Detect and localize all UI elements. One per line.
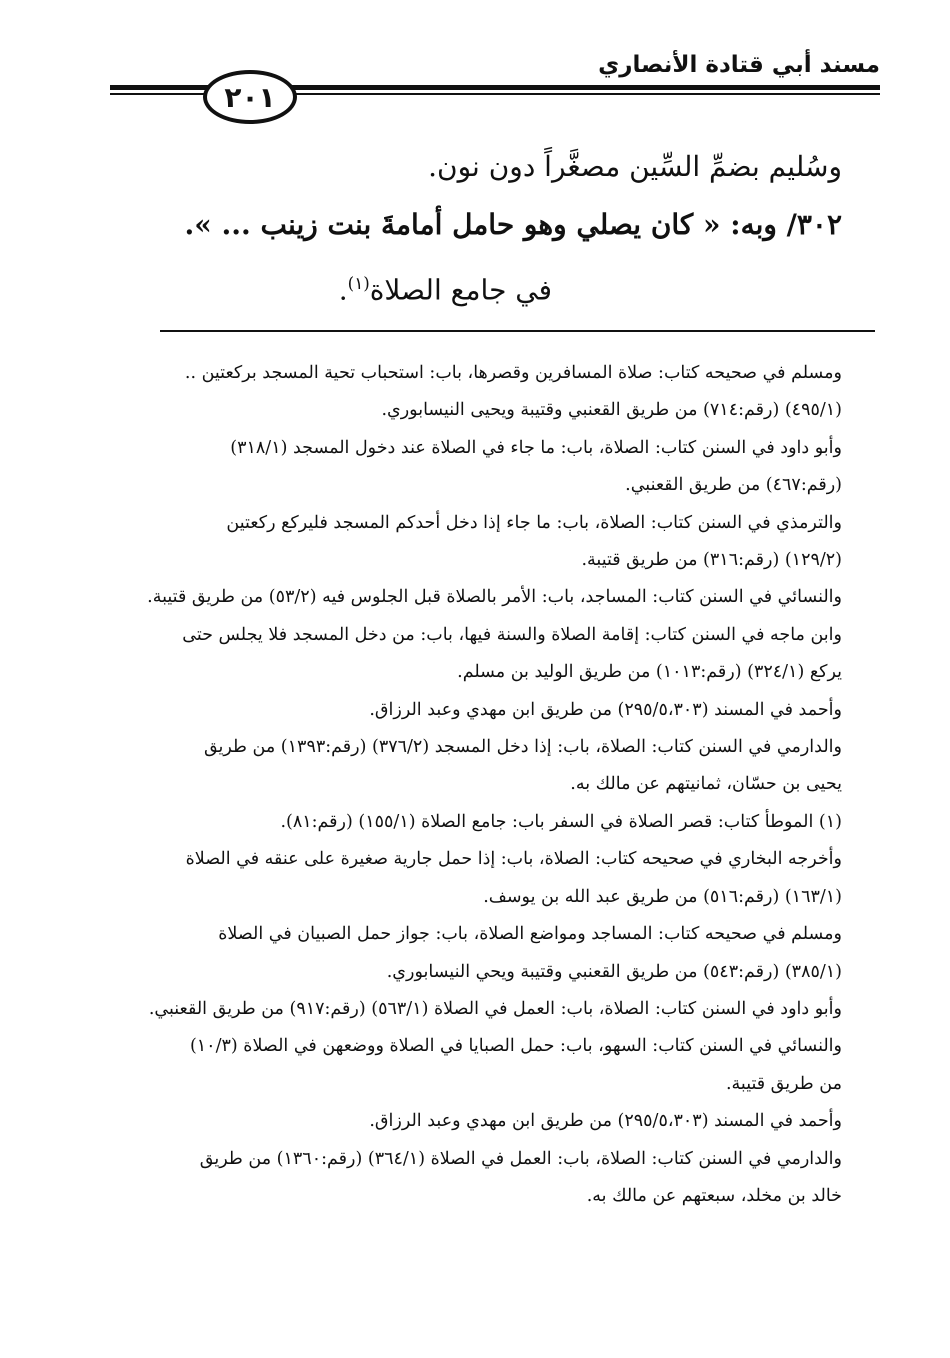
hadith-302: ٣٠٢/ وبه: « كان يصلي وهو حامل أمامةَ بنت زينب ... ».	[184, 208, 842, 241]
footnote-ref-1: (١)	[347, 273, 370, 293]
footnote-line: ومسلم في صحيحه كتاب: المساجد ومواضع الصلاة، باب: جواز حمل الصبيان في الصلاة	[218, 924, 842, 945]
footnote-line: والنسائي في السنن كتاب: السهو، باب: حمل الصبايا في الصلاة ووضعهن في الصلاة (١٠/٣)	[189, 1036, 842, 1057]
footnote-line: وأحمد في المسند (٢٩٥/٥،٣٠٣) من طريق ابن مهدي وعبد الرزاق.	[369, 1111, 842, 1132]
footnote-line: (٣٨٥/١) (رقم:٥٤٣) من طريق القعنبي وقتيبة ويحي النيسابوري.	[386, 961, 842, 982]
footnote-line: والنسائي في السنن كتاب: المساجد، باب: الأمر بالصلاة قبل الجلوس فيه (٥٣/٢) من طريق قتيبة.	[147, 587, 842, 608]
footnote-line: (١) الموطأ كتاب: قصر الصلاة في السفر باب: جامع الصلاة (١٥٥/١) (رقم:٨١).	[280, 811, 842, 832]
footnote-line: (رقم:٤٦٧) من طريق القعنبي.	[625, 475, 842, 496]
footnotes	[114, 355, 842, 1215]
main-text	[122, 138, 842, 319]
footnote-line: والدارمي في السنن كتاب: الصلاة، باب: إذا دخل المسجد (٣٧٦/٢) (رقم:١٣٩٣) من طريق	[203, 737, 842, 758]
main-line-1: وسُليم بضمِّ السِّين مصغَّراً دون نون.	[428, 150, 842, 183]
footnote-line: (٤٩٥/١) (رقم:٧١٤) من طريق القعنبي وقتيبة ويحيى النيسابوري.	[381, 400, 842, 421]
main-line-3-text: في جامع الصلاة	[369, 273, 552, 307]
footnote-line: يركع (٣٢٤/١) (رقم:١٠١٣) من طريق الوليد بن مسلم.	[457, 662, 842, 683]
footnote-line: وأبو داود في السنن كتاب: الصلاة، باب: ما جاء في الصلاة عند دخول المسجد (٣١٨/١)	[230, 437, 842, 458]
footnote-line: ومسلم في صحيحه كتاب: صلاة المسافرين وقصرها، باب: استحباب تحية المسجد بركعتين ..	[184, 363, 842, 383]
footnote-line: خالد بن مخلد، سبعتهم عن مالك به.	[586, 1185, 842, 1206]
footnote-line: والدارمي في السنن كتاب: الصلاة، باب: العمل في الصلاة (٣٦٤/١) (رقم:١٣٦٠) من طريق	[199, 1148, 842, 1169]
footnote-line: وأخرجه البخاري في صحيحه كتاب: الصلاة، باب: إذا حمل جارية صغيرة على عنقه في الصلاة	[185, 849, 842, 870]
footnote-line: (١٦٣/١) (رقم:٥١٦) من طريق عبد الله بن يوسف.	[483, 886, 842, 907]
main-line-3	[122, 254, 842, 319]
footnote-line: وأحمد في المسند (٢٩٥/٥،٣٠٣) من طريق ابن مهدي وعبد الرزاق.	[369, 699, 842, 720]
footnote-line: وابن ماجه في السنن كتاب: إقامة الصلاة والسنة فيها، باب: من دخل المسجد فلا يجلس حتى	[182, 624, 842, 645]
footnote-line: يحيى بن حسّان، ثمانيتهم عن مالك به.	[570, 774, 842, 795]
book-title: مسند أبي قتادة الأنصاري	[598, 52, 880, 78]
page-number: ٢٠١	[203, 70, 297, 124]
footnote-separator	[160, 330, 875, 332]
footnote-line: من طريق قتيبة.	[725, 1073, 842, 1094]
footnote-line: والترمذي في السنن كتاب: الصلاة، باب: ما جاء إذا دخل أحدكم المسجد فليركع ركعتين	[226, 512, 842, 533]
page-header	[0, 0, 950, 140]
footnote-line: (١٢٩/٢) (رقم:٣١٦) من طريق قتيبة.	[581, 550, 842, 571]
main-line-3-end: .	[338, 273, 348, 307]
footnote-line: وأبو داود في السنن كتاب: الصلاة، باب: العمل في الصلاة (٥٦٣/١) (رقم:٩١٧) من طريق القعنبي.	[148, 998, 842, 1019]
